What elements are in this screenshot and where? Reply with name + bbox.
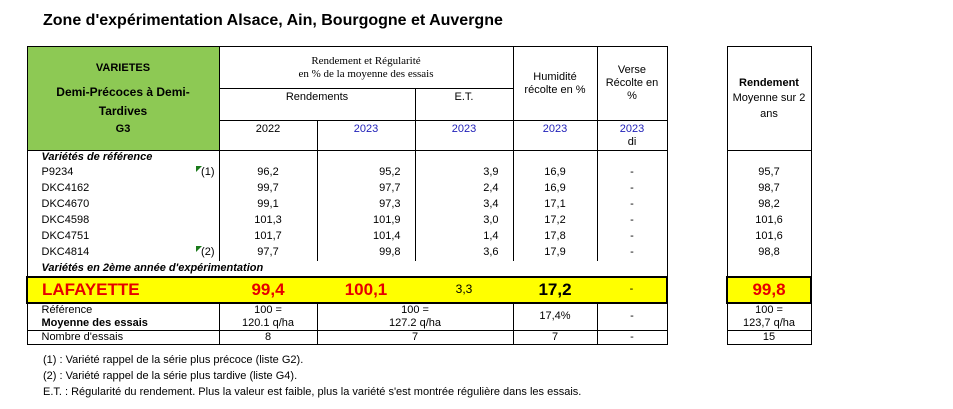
rendement-2022: 99,7 <box>219 181 317 197</box>
variety-name: DKC4751 <box>41 230 90 242</box>
verse-sub: di <box>627 136 637 148</box>
rendement-title-line2: en % de la moyenne des essais <box>298 67 434 80</box>
verse-value: - <box>597 197 667 213</box>
humidite-value: 17,9 <box>513 245 597 261</box>
group-code: G3 <box>115 122 131 135</box>
footnote-1: (1) : Variété rappel de la série plus précoce (liste G2). <box>43 354 304 366</box>
rendement-title <box>219 47 513 89</box>
reference-2023 <box>317 303 513 331</box>
verse-value: - <box>597 181 667 197</box>
et-value: 3,6 <box>415 245 513 261</box>
highlight-et: 3,3 <box>415 277 513 303</box>
average-header <box>727 47 811 151</box>
verse-value: - <box>597 245 667 261</box>
essais-verse: - <box>597 331 667 345</box>
rendement-2022: 101,7 <box>219 229 317 245</box>
reference-2022-line1: 100 = <box>254 303 282 316</box>
et-value: 2,4 <box>415 181 513 197</box>
reference-average <box>727 303 811 331</box>
essais-label: Nombre d'essais <box>27 331 219 345</box>
reference-row <box>27 303 667 331</box>
average-value: 98,7 <box>727 181 811 197</box>
et-header: E.T. <box>415 89 513 121</box>
average-table <box>726 46 812 345</box>
average-value: 98,2 <box>727 197 811 213</box>
average-subtitle: Moyenne sur 2 ans <box>732 92 806 120</box>
et-value: 3,0 <box>415 213 513 229</box>
page-title: Zone d'expérimentation Alsace, Ain, Bourgogne et Auvergne <box>43 12 503 29</box>
variety-name: DKC4814 <box>41 246 90 258</box>
table-row <box>27 181 667 197</box>
section-second-year: Variétés en 2ème année d'expérimentation <box>27 261 667 277</box>
table-row <box>27 245 667 261</box>
reference-verse: - <box>597 303 667 331</box>
essais-row <box>27 331 667 345</box>
reference-label: Référence <box>41 303 93 316</box>
variety-name: DKC4670 <box>41 198 90 210</box>
highlight-humidite: 17,2 <box>513 277 597 303</box>
average-value: 101,6 <box>727 213 811 229</box>
variety-name: DKC4598 <box>41 214 90 226</box>
humidite-value: 16,9 <box>513 181 597 197</box>
table-row <box>27 229 667 245</box>
verse-year: 2023 <box>619 123 645 135</box>
essais-2023: 7 <box>317 331 513 345</box>
rendement-title-line1: Rendement et Régularité <box>311 54 421 67</box>
highlight-variety-name: LAFAYETTE <box>27 277 219 303</box>
humidite-value: 17,8 <box>513 229 597 245</box>
rendement-2023: 97,3 <box>317 197 415 213</box>
highlight-verse: - <box>597 277 667 303</box>
results-table <box>26 46 668 345</box>
reference-2023-line2: 127.2 q/ha <box>389 316 441 329</box>
reference-humidite: 17,4% <box>513 303 597 331</box>
rendement-2023: 99,8 <box>317 245 415 261</box>
rendement-2023: 101,4 <box>317 229 415 245</box>
et-value: 1,4 <box>415 229 513 245</box>
rendement-2022: 101,3 <box>219 213 317 229</box>
year-2023-humidite: 2023 <box>513 121 597 151</box>
rendements-header: Rendements <box>219 89 415 121</box>
essais-humidite: 7 <box>513 331 597 345</box>
table-row <box>27 213 667 229</box>
highlight-average: 99,8 <box>727 277 811 303</box>
reference-2023-line1: 100 = <box>401 303 429 316</box>
rendement-2023: 101,9 <box>317 213 415 229</box>
variety-name: DKC4162 <box>41 182 90 194</box>
year-2023-et: 2023 <box>415 121 513 151</box>
verse-header: Verse Récolte en % <box>597 47 667 121</box>
reference-average-line1: 100 = <box>755 303 783 316</box>
rendement-2022: 99,1 <box>219 197 317 213</box>
humidite-value: 17,1 <box>513 197 597 213</box>
verse-value: - <box>597 165 667 181</box>
table-row <box>27 165 667 181</box>
footnote-2: (2) : Variété rappel de la série plus tardive (liste G4). <box>43 370 298 382</box>
highlight-row <box>27 277 667 303</box>
table-row <box>27 197 667 213</box>
rendement-2023: 95,2 <box>317 165 415 181</box>
humidite-value: 16,9 <box>513 165 597 181</box>
rendement-2023: 97,7 <box>317 181 415 197</box>
rendement-2022: 97,7 <box>219 245 317 261</box>
essais-average: 15 <box>727 331 811 345</box>
footnote-et: E.T. : Régularité du rendement. Plus la valeur est faible, plus la variété s'est montrée régulière dans les essais. <box>43 386 582 398</box>
humidite-header: Humidité récolte en % <box>513 47 597 121</box>
variety-note: (2) <box>201 246 215 258</box>
verse-value: - <box>597 213 667 229</box>
moyenne-label: Moyenne des essais <box>41 316 148 329</box>
average-title: Rendement <box>739 77 799 89</box>
average-value: 95,7 <box>727 165 811 181</box>
section-reference: Variétés de référence <box>27 151 219 165</box>
varietes-label: VARIETES <box>95 61 151 74</box>
year-2022: 2022 <box>219 121 317 151</box>
humidite-value: 17,2 <box>513 213 597 229</box>
verse-value: - <box>597 229 667 245</box>
reference-2022-line2: 120.1 q/ha <box>242 316 294 329</box>
reference-2022 <box>219 303 317 331</box>
varieties-header-cell <box>27 47 219 151</box>
rendement-2022: 96,2 <box>219 165 317 181</box>
year-2023: 2023 <box>317 121 415 151</box>
et-value: 3,9 <box>415 165 513 181</box>
average-value: 98,8 <box>727 245 811 261</box>
et-value: 3,4 <box>415 197 513 213</box>
variety-note: (1) <box>201 166 215 178</box>
highlight-rendement-2022: 99,4 <box>219 277 317 303</box>
average-value: 101,6 <box>727 229 811 245</box>
highlight-rendement-2023: 100,1 <box>317 277 415 303</box>
year-2023-verse <box>597 121 667 151</box>
reference-average-line2: 123,7 q/ha <box>743 316 795 329</box>
essais-2022: 8 <box>219 331 317 345</box>
footnotes <box>43 352 581 400</box>
variety-name: P9234 <box>41 166 74 178</box>
group-label: Demi-Précoces à Demi-Tardives <box>56 84 190 118</box>
